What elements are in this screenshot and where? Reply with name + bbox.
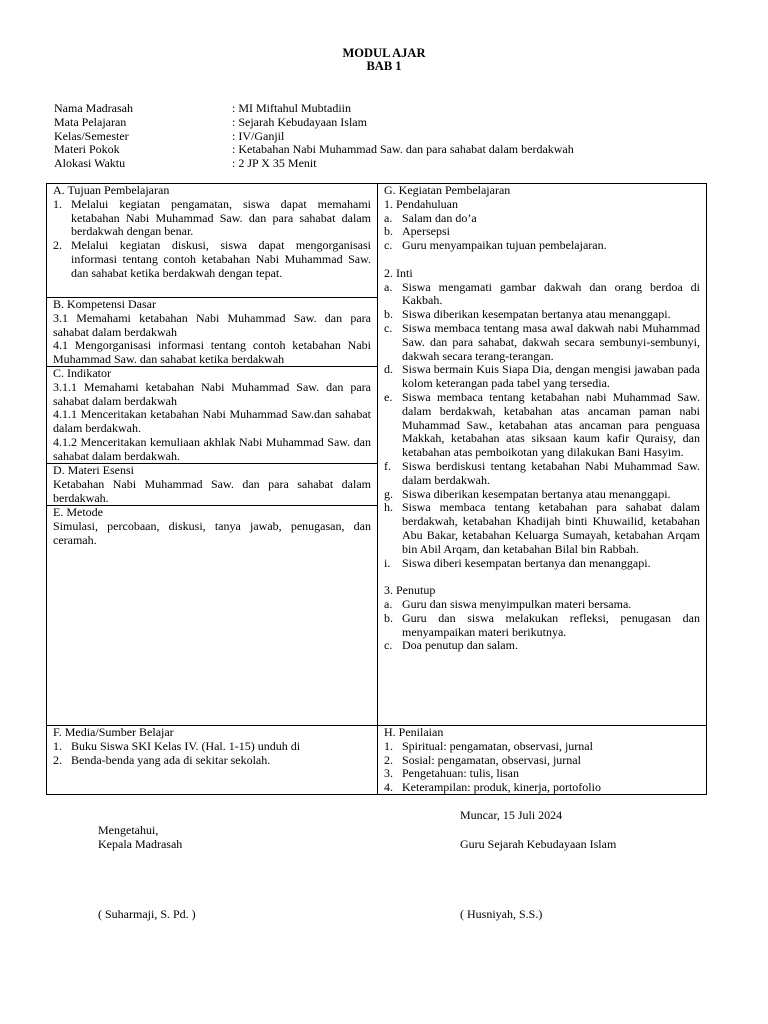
list-item: a. Guru dan siswa menyimpulkan materi bersama. [384,596,632,611]
list-item: c. Siswa membaca tentang masa awal dakwah nabi Muhammad Saw. dan para sahabat, dakwah secara sembunyi-sembunyi, dakwah secara terang-terangan. [384,320,700,363]
section-heading: C. Indikator [53,366,111,380]
section-text: Ketabahan Nabi Muhammad Saw. dan para sahabat dalam berdakwah. [53,476,371,505]
section-kegiatan [378,184,706,725]
list-item: 1. Buku Siswa SKI Kelas IV. (Hal. 1-15) unduh di [53,738,301,753]
list-item: b. Apersepsi [384,224,450,239]
document-title: MODUL AJAR [342,46,426,60]
section-heading: B. Kompetensi Dasar [53,297,156,311]
list-item: 2. Melalui kegiatan diskusi, siswa dapat mengorganisasi informasi tentang contoh ketabahan Nabi Muhammad Saw. dan sahabat ketika berdakwah dengan tepat. [53,238,371,280]
section-kompetensi [47,297,377,366]
list-item: e. Siswa membaca tentang ketabahan nabi Muhammad Saw. dalam berdakwah, ketabahan atas ancaman paman nabi Muhammad Saw., ketabahan atas ancaman para penguasa Makkah, ketabahan atas siksaan kaum kafir Quraisy, dan ketabahan atas pemboikotan yang dilakukan Bani Hasyim. [384,389,700,460]
info-label: Materi Pokok [54,142,120,157]
list-item: 4.1 Mengorganisasi informasi tentang contoh ketabahan Nabi Muhammad Saw. dan sahabat ketika berdakwah [53,338,371,367]
acknowledgement-label: Mengetahui, [98,823,159,837]
list-item: 3. Pengetahuan: tulis, lisan [384,766,519,781]
info-value: : Sejarah Kebudayaan Islam [232,114,367,129]
list-item: 4. Keterampilan: produk, kinerja, portofolio [384,780,601,795]
info-label: Mata Pelajaran [54,114,127,129]
list-item: b. Siswa diberikan kesempatan bertanya atau menanggapi. [384,307,671,322]
document-subtitle: BAB 1 [366,59,402,73]
info-value: : IV/Ganjil [232,128,285,143]
info-block [54,102,574,171]
subsection-title: 2. Inti [384,265,413,280]
teacher-name: ( Husniyah, S.S.) [460,907,543,921]
info-row [54,130,574,144]
info-row [54,102,574,116]
list-item: h. Siswa membaca tentang ketabahan para sahabat dalam berdakwah, ketabahan Khadijah binti Khuwailid, ketabahan Abu Bakar, ketabahan Keluarga Sumayah, ketabahan Arqam bin Abil Arqam, dan ketabahan Bilal bin Rabbah. [384,500,700,556]
section-heading: A. Tujuan Pembelajaran [53,183,170,197]
list-item: g. Siswa diberikan kesempatan bertanya atau menanggapi. [384,486,671,501]
teacher-title: Guru Sejarah Kebudayaan Islam [460,837,617,851]
list-item: c. Guru menyampaikan tujuan pembelajaran. [384,238,607,253]
list-item: f. Siswa berdiskusi tentang ketabahan Nabi Muhammad Saw. dalam berdakwah. [384,458,700,487]
info-row [54,116,574,130]
info-label: Kelas/Semester [54,128,129,143]
list-item: 1. Spiritual: pengamatan, observasi, jurnal [384,738,593,753]
info-row [54,143,574,157]
section-metode [47,505,377,725]
list-item: 3.1.1 Memahami ketabahan Nabi Muhammad Saw. dan para sahabat dalam berdakwah [53,379,371,408]
list-item: 2. Benda-benda yang ada di sekitar sekolah. [53,752,271,767]
spacer [384,253,700,267]
list-item: 4.1.1 Menceritakan ketabahan Nabi Muhammad Saw.dan sahabat dalam berdakwah. [53,407,371,436]
list-item: 2. Sosial: pengamatan, observasi, jurnal [384,752,581,767]
section-heading: D. Materi Esensi [53,463,134,477]
module-table [46,183,707,795]
section-heading: F. Media/Sumber Belajar [53,725,174,739]
info-value: : Ketabahan Nabi Muhammad Saw. dan para sahabat dalam berdakwah [232,142,574,157]
section-heading: H. Penilaian [384,725,444,739]
list-item: c. Doa penutup dan salam. [384,638,518,653]
section-indikator [47,366,377,463]
section-tujuan [47,184,377,297]
info-value: : 2 JP X 35 Menit [232,156,317,171]
info-label: Alokasi Waktu [54,156,126,171]
section-media [47,725,377,794]
section-heading: G. Kegiatan Pembelajaran [384,183,511,197]
info-row [54,157,574,171]
headmaster-title: Kepala Madrasah [98,837,183,851]
info-label: Nama Madrasah [54,101,133,115]
list-item: b. Guru dan siswa melakukan refleksi, penugasan dan menyampaikan materi berikutnya. [384,610,700,639]
list-item: i. Siswa diberi kesempatan bertanya dan menanggapi. [384,555,651,570]
info-value: : MI Miftahul Mubtadiin [232,101,351,115]
subsection-title: 1. Pendahuluan [384,196,458,211]
section-heading: E. Metode [53,505,103,519]
subsection-title: 3. Penutup [384,583,436,598]
list-item: 4.1.2 Menceritakan kemuliaan akhlak Nabi Muhammad Saw. dan sahabat dalam berdakwah. [53,434,371,463]
headmaster-name: ( Suharmaji, S. Pd. ) [98,907,196,921]
list-item: 3.1 Memahami ketabahan Nabi Muhammad Saw. dan para sahabat dalam berdakwah [53,310,371,339]
spacer [384,570,700,584]
list-item: a. Siswa mengamati gambar dakwah dan orang berdoa di Kakbah. [384,279,700,308]
list-item: 1. Melalui kegiatan pengamatan, siswa dapat memahami ketabahan Nabi Muhammad Saw. dan para sahabat dalam berdakwah dengan benar. [53,196,371,239]
section-text: Simulasi, percobaan, diskusi, tanya jawab, penugasan, dan ceramah. [53,518,371,547]
section-penilaian [378,725,706,794]
list-item: d. Siswa bermain Kuis Siapa Dia, dengan mengisi jawaban pada kolom keterangan pada tabel yang tersedia. [384,362,700,391]
section-materi [47,463,377,505]
list-item: a. Salam dan do’a [384,210,477,225]
place-date: Muncar, 15 Juli 2024 [460,808,563,822]
